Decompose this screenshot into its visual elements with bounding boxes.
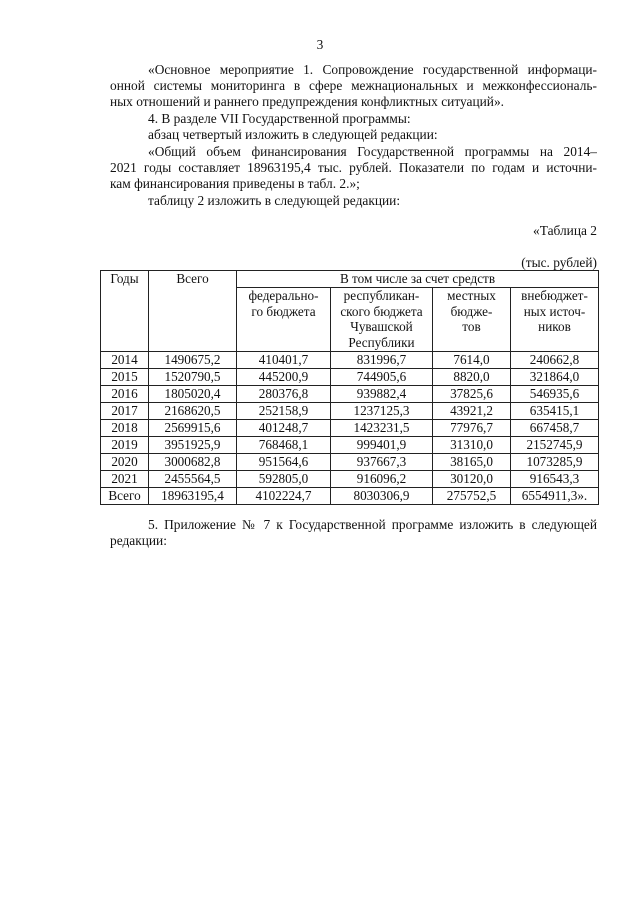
federal-cell: 280376,8 xyxy=(237,386,331,403)
table-intro: таблицу 2 изложить в следующей редакции: xyxy=(148,193,401,208)
local-cell: 275752,5 xyxy=(433,488,511,505)
republic-cell: 744905,6 xyxy=(331,369,433,386)
extrabudgetary-cell: 635415,1 xyxy=(511,403,599,420)
republic-cell: 1423231,5 xyxy=(331,420,433,437)
table-row xyxy=(101,386,599,403)
local-cell: 43921,2 xyxy=(433,403,511,420)
header-republic-budget-line: Чувашской xyxy=(350,319,413,334)
extrabudgetary-cell: 2152745,9 xyxy=(511,437,599,454)
year-cell: 2017 xyxy=(101,403,149,420)
local-cell: 77976,7 xyxy=(433,420,511,437)
local-cell: 30120,0 xyxy=(433,471,511,488)
header-federal-budget-line: го бюджета xyxy=(251,303,316,319)
year-cell: 2020 xyxy=(101,454,149,471)
extrabudgetary-cell: 6554911,3». xyxy=(511,488,599,505)
table-row xyxy=(101,454,599,471)
abzac-instruction: абзац четвертый изложить в следующей редакции: xyxy=(148,127,438,142)
republic-cell: 8030306,9 xyxy=(331,488,433,505)
year-cell: Всего xyxy=(101,488,149,505)
header-republic-budget xyxy=(331,288,433,352)
paragraph-2-line-2: 2021 годы составляет 18963195,4 тыс. рублей. Показатели по годам и источни- xyxy=(110,160,597,175)
local-cell: 38165,0 xyxy=(433,454,511,471)
financing-table xyxy=(100,270,599,505)
year-cell: 2014 xyxy=(101,352,149,369)
paragraph-2-line-1: «Общий объем финансирования Государственной программы на 2014– xyxy=(148,144,597,159)
year-cell: 2019 xyxy=(101,437,149,454)
total-cell: 3951925,9 xyxy=(149,437,237,454)
total-cell: 1520790,5 xyxy=(149,369,237,386)
table-row xyxy=(101,369,599,386)
paragraph-3-line-1: 5. Приложение № 7 к Государственной программе изложить в следующей xyxy=(148,517,597,532)
republic-cell: 916096,2 xyxy=(331,471,433,488)
extrabudgetary-cell: 321864,0 xyxy=(511,369,599,386)
header-extrabudgetary-line: ных источ- xyxy=(523,303,586,319)
local-cell: 7614,0 xyxy=(433,352,511,369)
header-group: В том числе за счет средств xyxy=(237,271,599,288)
table-unit: (тыс. рублей) xyxy=(521,255,597,270)
table-row xyxy=(101,437,599,454)
local-cell: 8820,0 xyxy=(433,369,511,386)
table-row xyxy=(101,352,599,369)
total-cell: 1805020,4 xyxy=(149,386,237,403)
federal-cell: 410401,7 xyxy=(237,352,331,369)
header-local-budgets-line: местных xyxy=(447,288,496,303)
paragraph-2-line-3: кам финансирования приведены в табл. 2.»; xyxy=(110,176,360,191)
federal-cell: 592805,0 xyxy=(237,471,331,488)
table-row xyxy=(101,488,599,505)
header-federal-budget xyxy=(237,288,331,352)
local-cell: 37825,6 xyxy=(433,386,511,403)
total-cell: 18963195,4 xyxy=(149,488,237,505)
republic-cell: 939882,4 xyxy=(331,386,433,403)
federal-cell: 951564,6 xyxy=(237,454,331,471)
header-total: Всего xyxy=(149,271,237,352)
federal-cell: 401248,7 xyxy=(237,420,331,437)
header-republic-budget-line: ского бюджета xyxy=(340,303,423,319)
extrabudgetary-cell: 1073285,9 xyxy=(511,454,599,471)
extrabudgetary-cell: 546935,6 xyxy=(511,386,599,403)
year-cell: 2015 xyxy=(101,369,149,386)
header-years: Годы xyxy=(101,271,149,352)
federal-cell: 445200,9 xyxy=(237,369,331,386)
page-number: 3 xyxy=(316,37,324,52)
header-local-budgets-line: бюдже- xyxy=(450,303,493,319)
extrabudgetary-cell: 240662,8 xyxy=(511,352,599,369)
year-cell: 2016 xyxy=(101,386,149,403)
local-cell: 31310,0 xyxy=(433,437,511,454)
header-extrabudgetary-line: ников xyxy=(538,319,571,334)
total-cell: 2569915,6 xyxy=(149,420,237,437)
header-local-budgets xyxy=(433,288,511,352)
header-extrabudgetary xyxy=(511,288,599,352)
header-local-budgets-line: тов xyxy=(462,319,481,334)
paragraph-1-line-1: «Основное мероприятие 1. Сопровождение государственной информаци- xyxy=(148,62,597,77)
total-cell: 2455564,5 xyxy=(149,471,237,488)
header-extrabudgetary-line: внебюджет- xyxy=(521,288,588,303)
federal-cell: 4102224,7 xyxy=(237,488,331,505)
table-row xyxy=(101,403,599,420)
header-republic-budget-line: республикан- xyxy=(343,288,420,303)
republic-cell: 831996,7 xyxy=(331,352,433,369)
paragraph-1-line-3: ных отношений и раннего предупреждения конфликтных ситуаций». xyxy=(110,94,505,109)
header-republic-budget-line: Республики xyxy=(348,334,415,350)
paragraph-3-line-2: редакции: xyxy=(110,533,167,548)
year-cell: 2021 xyxy=(101,471,149,488)
paragraph-1-line-2: онной системы мониторинга в сфере межнациональных и межконфессиональ- xyxy=(110,78,597,93)
republic-cell: 937667,3 xyxy=(331,454,433,471)
federal-cell: 252158,9 xyxy=(237,403,331,420)
total-cell: 3000682,8 xyxy=(149,454,237,471)
year-cell: 2018 xyxy=(101,420,149,437)
table-row xyxy=(101,420,599,437)
federal-cell: 768468,1 xyxy=(237,437,331,454)
extrabudgetary-cell: 916543,3 xyxy=(511,471,599,488)
republic-cell: 999401,9 xyxy=(331,437,433,454)
header-federal-budget-line: федерально- xyxy=(248,288,319,303)
extrabudgetary-cell: 667458,7 xyxy=(511,420,599,437)
table-row xyxy=(101,471,599,488)
item-4-heading: 4. В разделе VII Государственной программы: xyxy=(148,111,411,126)
republic-cell: 1237125,3 xyxy=(331,403,433,420)
total-cell: 1490675,2 xyxy=(149,352,237,369)
total-cell: 2168620,5 xyxy=(149,403,237,420)
table-caption: «Таблица 2 xyxy=(533,223,597,238)
